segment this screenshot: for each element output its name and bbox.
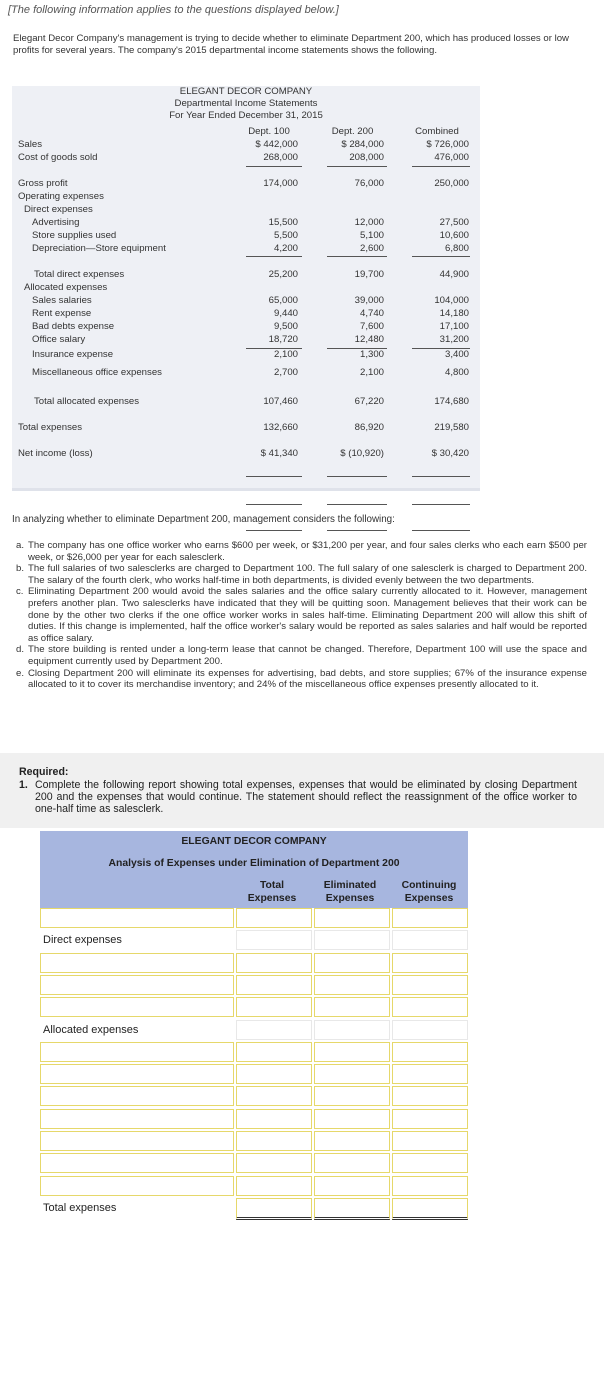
- eliminated-expenses-input[interactable]: [314, 908, 390, 928]
- divider: [246, 530, 302, 531]
- eliminated-expenses-input[interactable]: [314, 1042, 390, 1062]
- total-expenses-input: [236, 1020, 312, 1040]
- total-expenses-input[interactable]: [236, 908, 312, 928]
- statement-value: 15,500: [268, 217, 298, 228]
- statement-row-label: Direct expenses: [24, 204, 93, 215]
- total-expenses-input[interactable]: [236, 1176, 312, 1196]
- statement-value: 12,480: [354, 334, 384, 345]
- statement-row-label: Sales salaries: [32, 295, 92, 306]
- statement-value: $ 284,000: [341, 139, 384, 150]
- statement-value: $ 30,420: [431, 448, 469, 459]
- statement-value: 268,000: [263, 152, 298, 163]
- statement-column-header: Combined: [415, 126, 459, 137]
- divider: [246, 504, 302, 505]
- statement-value: $ 726,000: [426, 139, 469, 150]
- list-item: a. The company has one office worker who earns $600 per week, or $31,200 per year, and four sales clerks who each earn $500 per week, or $26,000 per year for each salesclerk.: [16, 540, 587, 563]
- divider: [412, 166, 470, 167]
- statement-value: 2,100: [359, 367, 384, 378]
- divider: [246, 476, 302, 477]
- divider: [327, 256, 387, 257]
- expense-name-input[interactable]: [40, 1042, 234, 1062]
- eliminated-expenses-input[interactable]: [314, 997, 390, 1017]
- continuing-expenses-input[interactable]: [392, 1064, 468, 1084]
- statement-value: 39,000: [354, 295, 384, 306]
- report-company: ELEGANT DECOR COMPANY: [40, 831, 468, 853]
- intro-paragraph: Elegant Decor Company's management is trying to decide whether to eliminate Department 200, which has produced losses or low profits for several years. The company's 2015 departmental income statements shows the following.: [13, 33, 569, 56]
- statement-column-header: Dept. 100: [248, 126, 290, 137]
- total-expenses-input[interactable]: [236, 975, 312, 995]
- statement-row-label: Rent expense: [32, 308, 92, 319]
- statement-row-label: Sales: [18, 139, 42, 150]
- statement-value: 19,700: [354, 269, 384, 280]
- total-expenses-input[interactable]: [236, 1198, 312, 1220]
- total-expenses-input: [236, 930, 312, 950]
- expense-name-input[interactable]: [40, 1086, 234, 1106]
- statement-value: 67,220: [354, 396, 384, 407]
- continuing-expenses-input[interactable]: [392, 1109, 468, 1129]
- statement-value: 4,800: [444, 367, 469, 378]
- table-row: [40, 930, 468, 952]
- statement-value: 12,000: [354, 217, 384, 228]
- statement-value: 2,600: [359, 243, 384, 254]
- statement-value: 107,460: [263, 396, 298, 407]
- continuing-expenses-input[interactable]: [392, 975, 468, 995]
- statement-value: 25,200: [268, 269, 298, 280]
- total-expenses-input[interactable]: [236, 953, 312, 973]
- eliminated-expenses-input: [314, 930, 390, 950]
- statement-value: 4,740: [359, 308, 384, 319]
- statement-value: 250,000: [434, 178, 469, 189]
- continuing-expenses-input[interactable]: [392, 1086, 468, 1106]
- statement-company: ELEGANT DECOR COMPANY: [179, 86, 313, 97]
- divider: [327, 530, 387, 531]
- statement-value: $ (10,920): [340, 448, 384, 459]
- row-label-text: Direct expenses: [43, 934, 122, 947]
- eliminated-expenses-input[interactable]: [314, 1153, 390, 1173]
- total-expenses-input[interactable]: [236, 1086, 312, 1106]
- statement-value: 14,180: [439, 308, 469, 319]
- table-row: [40, 1176, 468, 1198]
- expense-name-input[interactable]: [40, 1153, 234, 1173]
- statement-value: 86,920: [354, 422, 384, 433]
- considerations-list: [12, 540, 587, 691]
- eliminated-expenses-input[interactable]: [314, 975, 390, 995]
- expense-name-input[interactable]: [40, 908, 234, 928]
- total-expenses-input[interactable]: [236, 1064, 312, 1084]
- statement-row-label: Total allocated expenses: [34, 396, 140, 407]
- statement-value: 476,000: [434, 152, 469, 163]
- divider: [412, 256, 470, 257]
- analysis-intro: In analyzing whether to eliminate Department 200, management considers the following:: [12, 514, 395, 525]
- statement-row-label: Insurance expense: [32, 349, 114, 360]
- table-row: [40, 1020, 468, 1042]
- statement-value: 17,100: [439, 321, 469, 332]
- statement-value: 27,500: [439, 217, 469, 228]
- continuing-expenses-input[interactable]: [392, 953, 468, 973]
- eliminated-expenses-input[interactable]: [314, 1198, 390, 1220]
- row-label: [40, 930, 234, 950]
- eliminated-expenses-input[interactable]: [314, 1176, 390, 1196]
- statement-value: 18,720: [268, 334, 298, 345]
- statement-row-label: Advertising: [32, 217, 80, 228]
- expense-name-input[interactable]: [40, 1176, 234, 1196]
- required-heading: Required:: [19, 766, 69, 778]
- divider: [246, 348, 302, 349]
- table-row: [40, 1042, 468, 1064]
- col-eliminated-header: Eliminated Expenses: [323, 880, 377, 904]
- divider: [327, 348, 387, 349]
- col-total-header: Total Expenses: [247, 880, 297, 904]
- statement-value: 219,580: [434, 422, 469, 433]
- divider: [412, 476, 470, 477]
- statement-value: 104,000: [434, 295, 469, 306]
- statement-period: For Year Ended December 31, 2015: [169, 110, 323, 121]
- expense-name-input[interactable]: [40, 953, 234, 973]
- table-row: [40, 975, 468, 997]
- continuing-expenses-input: [392, 1020, 468, 1040]
- statement-value: 44,900: [439, 269, 469, 280]
- table-row: [40, 997, 468, 1019]
- row-label: [40, 1020, 234, 1040]
- eliminated-expenses-input[interactable]: [314, 1086, 390, 1106]
- eliminated-expenses-input[interactable]: [314, 1064, 390, 1084]
- statement-value: 9,440: [273, 308, 298, 319]
- income-statement: [12, 86, 480, 491]
- col-continuing-header: Continuing Expenses: [401, 880, 457, 904]
- statement-row-label: Allocated expenses: [24, 282, 108, 293]
- required-instruction: 1. Complete the following report showing total expenses, expenses that would be eliminated by closing Department 200 and the expenses that would continue. The statement should reflect the reassignment of the office worker to one-half time as salesclerk.: [19, 779, 577, 815]
- report-title: Analysis of Expenses under Elimination of Department 200: [40, 853, 468, 875]
- statement-row-label: Gross profit: [18, 178, 68, 189]
- statement-value: 174,680: [434, 396, 469, 407]
- statement-row-label: Store supplies used: [32, 230, 117, 241]
- statement-row-label: Total direct expenses: [34, 269, 125, 280]
- statement-row-label: Bad debts expense: [32, 321, 115, 332]
- list-item: c. Eliminating Department 200 would avoid the sales salaries and the office salary currently allocated to it. However, management prefers another plan. Two salesclerks have indicated that they will be quitting soon. Management believes that their work can be done by the other two clerks if the one office worker works in sales half-time. Eliminating Department 200 will allow this shift of duties. If this change is implemented, half the office worker's salary would be reported as sales salaries and half would be reported as office salary.: [16, 586, 587, 644]
- statement-row-label: Cost of goods sold: [18, 152, 98, 163]
- divider: [327, 166, 387, 167]
- total-expenses-input[interactable]: [236, 1131, 312, 1151]
- divider: [327, 476, 387, 477]
- statement-row-label: Net income (loss): [18, 448, 93, 459]
- total-expenses-input[interactable]: [236, 1153, 312, 1173]
- statement-value: 10,600: [439, 230, 469, 241]
- statement-value: 5,500: [273, 230, 298, 241]
- table-row: [40, 1131, 468, 1153]
- statement-value: 65,000: [268, 295, 298, 306]
- statement-value: 76,000: [354, 178, 384, 189]
- statement-value: $ 442,000: [255, 139, 298, 150]
- continuing-expenses-input[interactable]: [392, 1131, 468, 1151]
- divider: [412, 348, 470, 349]
- statement-value: 4,200: [273, 243, 298, 254]
- statement-value: 5,100: [359, 230, 384, 241]
- total-expenses-input[interactable]: [236, 1109, 312, 1129]
- statement-row-label: Miscellaneous office expenses: [32, 367, 162, 378]
- continuing-expenses-input[interactable]: [392, 997, 468, 1017]
- divider: [327, 504, 387, 505]
- statement-value: 31,200: [439, 334, 469, 345]
- statement-value: 2,700: [273, 367, 298, 378]
- row-label-text: Allocated expenses: [43, 1023, 139, 1036]
- statement-row-label: Office salary: [32, 334, 86, 345]
- table-row: [40, 1109, 468, 1131]
- statement-row-label: Operating expenses: [18, 191, 104, 202]
- statement-value: 132,660: [263, 422, 298, 433]
- statement-value: 7,600: [359, 321, 384, 332]
- statement-row-label: Depreciation—Store equipment: [32, 243, 166, 254]
- eliminated-expenses-input[interactable]: [314, 953, 390, 973]
- divider: [246, 256, 302, 257]
- row-label-text: Total expenses: [43, 1201, 117, 1214]
- eliminated-expenses-input: [314, 1020, 390, 1040]
- statement-column-header: Dept. 200: [331, 126, 374, 137]
- statement-value: 9,500: [273, 321, 298, 332]
- list-item: e. Closing Department 200 will eliminate its expenses for advertising, bad debts, and store supplies; 67% of the insurance expense allocated to it to cover its merchandise inventory; and 24% of the miscellaneous office expenses presently allocated to it.: [16, 667, 587, 691]
- continuing-expenses-input[interactable]: [392, 908, 468, 928]
- table-row: [40, 1086, 468, 1108]
- statement-value: 2,100: [273, 349, 298, 360]
- continuing-expenses-input[interactable]: [392, 1198, 468, 1220]
- table-row: [40, 1064, 468, 1086]
- continuing-expenses-input[interactable]: [392, 1176, 468, 1196]
- statement-value: $ 41,340: [260, 448, 298, 459]
- statement-row-label: Total expenses: [18, 422, 82, 433]
- divider: [412, 504, 470, 505]
- total-expenses-input[interactable]: [236, 997, 312, 1017]
- continuing-expenses-input: [392, 930, 468, 950]
- statement-value: 3,400: [444, 349, 469, 360]
- statement-value: 208,000: [349, 152, 384, 163]
- list-item: b. The full salaries of two salesclerks are charged to Department 100. The full salary of one salesclerk is charged to Department 200. The salary of the fourth clerk, who works half-time in both departments, is divided evenly between the two departments.: [16, 563, 587, 586]
- statement-title: Departmental Income Statements: [174, 98, 318, 109]
- expense-name-input[interactable]: [40, 975, 234, 995]
- expense-name-input[interactable]: [40, 1064, 234, 1084]
- list-item: d. The store building is rented under a long-term lease that cannot be changed. Therefore, Department 100 will use the space and equipment currently used by Department 200.: [16, 644, 587, 667]
- statement-value: 6,800: [444, 243, 469, 254]
- divider: [246, 166, 302, 167]
- total-expenses-row: [40, 1198, 468, 1220]
- table-row: [40, 908, 468, 930]
- eliminated-expenses-input[interactable]: [314, 1131, 390, 1151]
- total-expenses-input[interactable]: [236, 1042, 312, 1062]
- continuing-expenses-input[interactable]: [392, 1042, 468, 1062]
- eliminated-expenses-input[interactable]: [314, 1109, 390, 1129]
- table-row: [40, 1153, 468, 1175]
- instruction-note: [The following information applies to the questions displayed below.]: [8, 4, 339, 16]
- divider: [412, 530, 470, 531]
- report-column-headers: [40, 875, 468, 908]
- expense-name-input[interactable]: [40, 1109, 234, 1129]
- continuing-expenses-input[interactable]: [392, 1153, 468, 1173]
- statement-value: 174,000: [263, 178, 298, 189]
- expense-name-input[interactable]: [40, 997, 234, 1017]
- expense-name-input[interactable]: [40, 1131, 234, 1151]
- row-label: [40, 1198, 234, 1218]
- table-row: [40, 953, 468, 975]
- statement-value: 1,300: [359, 349, 384, 360]
